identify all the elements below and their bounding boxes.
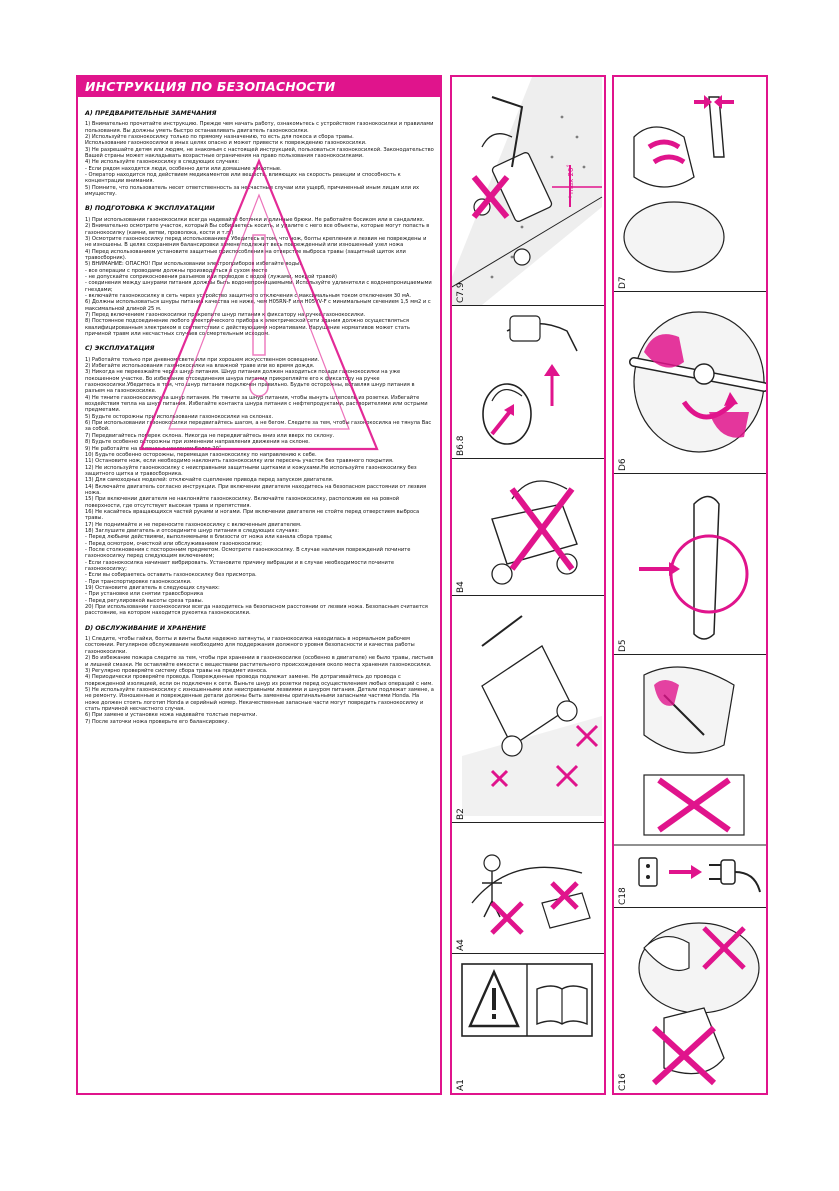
figure-d6 [614, 292, 766, 473]
figure-b2 [452, 596, 604, 822]
instruction-item: - При установке или снятии травосборника [85, 591, 204, 598]
instruction-item: 14) Включайте двигатель согласно инструкции. При включении двигателя находитесь на безопасном расстоянии от лезвия ножа. [85, 483, 427, 496]
figure-a4 [452, 823, 604, 953]
instruction-item: 4) Не тяните газонокосилку за шнур питания. Не тяните за шнур питания, чтобы вынуть штепсель из розетки. Избегайте воздействия тепла на шнур питания. Избегайте контакта шнура питания с нефтепродуктами, растворителями или острыми предметами. [85, 394, 428, 414]
instruction-item: - Если рядом находятся люди, особенно дети или домашние животные. [85, 165, 282, 172]
instruction-item: 2) Используйте газонокосилку только по прямому назначению, то есть для покоса и сбора травы. [85, 134, 354, 141]
blade-logo-illustration [614, 474, 766, 654]
instruction-item: 8) Будьте особенно осторожны при изменении направления движения на склоне. [85, 439, 310, 446]
figure-c7-9 [452, 77, 604, 305]
instruction-item: 7) После заточки ножа проверьте его балансировку. [85, 718, 230, 725]
instruction-item: 15) При включении двигателя не наклоняйте газонокосилку. Включайте газонокосилку, расположив ее на ровной поверхности, где отсутствует высокая трава и препятствия. [85, 496, 400, 509]
instruction-item: - Перед регулировкой высоты среза травы. [85, 597, 204, 604]
instruction-item: Использование газонокосилки в иных целях опасно и может привести к повреждению газонокосилки. [85, 140, 367, 147]
figure-b6-8 [452, 306, 604, 458]
blade-removal-illustration [614, 292, 766, 473]
instruction-item: 6) Должны использоваться шнуры питания качества не ниже, чем H05RN-F или H05VV-F с минимальным сечением 1,5 мм2 и с максимальной длиной 25 м. [85, 299, 431, 312]
figure-label: A4 [456, 939, 466, 951]
mower-slope-illustration [452, 77, 604, 305]
figure-c16 [614, 908, 766, 1093]
instruction-item: 6) При использовании газонокосилки передвигайтесь шагом, а не бегом. Следите за тем, чтобы газонокосилка не тянула Вас за собой. [85, 420, 432, 433]
instruction-item: - все операции с проводами должны производиться в сухом месте [85, 267, 268, 274]
instruction-body [78, 97, 440, 725]
figure-label: D5 [618, 639, 628, 652]
instruction-item: 16) Не касайтесь вращающихся частей руками и ногами. При включении двигателя не стойте перед отверстием выброса травы. [85, 508, 420, 522]
instruction-item: - Если вы собираетесь оставить газонокосилку без присмотра. [85, 572, 257, 579]
figure-label: D6 [618, 458, 628, 471]
instruction-item: 7) Перед включением газонокосилки прикрепите шнур питания к фиксатору на ручке газонокосилки. [85, 311, 366, 318]
plug-hand-illustration [452, 306, 604, 458]
instruction-item: 12) Не используйте газонокосилку с неисправными защитными щитками и кожухами.Не используйте газонокосилку без защитного щитка и травосборника. [85, 464, 417, 477]
figure-column-right [612, 75, 768, 1095]
instruction-item: 8) Постоянное подсоединение любого электрического прибора к электрической сети здания должно осуществляться квалифицированным электриком в соответствии с действующими нормативами. Нарушение нормативов может стать причиной травм или несчастных случаев со смертельным исходом. [85, 318, 410, 337]
instruction-item: - При транспортировке газонокосилки. [85, 578, 192, 585]
instruction-item: 11) Остановите нож, если необходимо наклонить газонокосилку или пересечь участок без травяного покрытия. [85, 458, 394, 465]
instruction-item: 13) Для самоходных моделей: отключайте сцепление привода перед запуском двигателя. [85, 477, 334, 484]
instruction-item: 3) Никогда не переезжайте через шнур питания. Шнур питания должен находиться позади газонокосилки на уже покошенном участке. Во избежание отсоединения шнура питания прикрепляйте его к фиксатору на ручке газонокосилки.Убедитесь в том, что шнур питания подключен правильно. Будьте осторожны, вставляя шнур питания в разъем на газонокосилке. [85, 369, 415, 395]
instruction-item: 20) При использовании газонокосилки всегда находитесь на безопасном расстоянии от лезвия ножа. Безопасным считается расстояние, на котором находится рукоятка газонокосилки. [85, 604, 428, 617]
instruction-item: 3) Регулярно проверяйте систему сбора травы на предмет износа. [85, 667, 268, 674]
instruction-item: - Перед осмотром, очисткой или обслуживанием газонокосилки; [85, 540, 262, 547]
instruction-item: - После столкновения с посторонним предметом. Осмотрите газонокосилку. В случае наличия повреждений почините газонокосилку перед следующим включением; [85, 547, 411, 560]
instruction-item: 9) Не работайте на склонах с наклоном более 20˚ [85, 445, 222, 452]
instruction-item: - Если газонокосилка начинает вибрировать. Установите причину вибрации и в случае необходимости почините газонокосилку; [85, 559, 395, 573]
figure-label: B6.8 [456, 435, 466, 456]
instruction-item: 4) Периодически проверяйте провода. Поврежденные провода подлежат замене. Не дотрагивайтесь до провода с поврежденной изоляцией, если он подключен к сети. Выньте шнур из розетки перед осуществлением любых операций с ним. [85, 674, 433, 687]
instruction-item: 5) Будьте осторожны при использовании газонокосилки на склонах. [85, 413, 274, 420]
figure-a1 [452, 954, 604, 1093]
instruction-item: 2) Во избежание пожара следите за тем, чтобы при хранении в газонокосилке (особенно в двигателе) не было травы, листьев и лишней смазки. Не оставляйте емкости с веществами растительного происхождения около места хранения газонокосилки. [85, 655, 434, 668]
instruction-item: 1) Следите, чтобы гайки, болты и винты были надежно затянуты, и газонокосилка находилась в нормальном рабочем состоянии. Регулярное обслуживание необходимо для поддержания должного уровня безопасности и качества работы газонокосилки. [85, 636, 415, 655]
unplug-before-service-illustration [614, 655, 766, 907]
figure-column-left [450, 75, 606, 1095]
warning-manual-illustration [452, 954, 604, 1093]
instruction-item: 3) Осмотрите газонокосилку перед использованием. Убедитесь в том, что нож, болты крепления и лезвия не повреждены и не изношены. В целях сохранения балансировки замене подлежит весь поврежденный или изношенный узел ножа [85, 235, 427, 249]
page-title: ИНСТРУКЦИЯ ПО БЕЗОПАСНОСТИ [78, 77, 440, 97]
instruction-item: 5) ВНИМАНИЕ: ОПАСНО! При использовании электроприборов избегайте воды! [85, 261, 302, 268]
figure-label: C16 [618, 1073, 628, 1091]
instruction-item: - соединения между шнурами питания должны быть водонепроницаемыми. Используйте удлинители с водонепроницаемыми гнездами; [85, 280, 432, 293]
mower-rain-illustration [452, 459, 604, 595]
figure-label: C18 [618, 887, 628, 905]
max-slope-label: max 20˚ [566, 164, 575, 194]
instruction-item: 1) При использовании газонокосилки всегда надевайте ботинки и длинные брюки. Не работайте босиком или в сандалиях. [85, 216, 425, 223]
instruction-item: - Перед любыми действиями, выполняемыми в близости от ножа или канала сбора травы; [85, 534, 333, 541]
instruction-item: 10) Будьте особенно осторожны, перемещая газонокосилку по направлению к себе. [85, 451, 317, 458]
instruction-item: 3) Не разрешайте детям или людям, не знакомым с настоящей инструкцией, пользоваться газонокосилкой. Законодательство Вашей страны может накладывать возрастные ограничения на право пользования газонокосилками. [85, 146, 434, 160]
instruction-item: 4) Не используйте газонокосилку в следующих случаях: [85, 159, 240, 166]
safety-text-panel [76, 75, 442, 1095]
children-pets-illustration [452, 823, 604, 953]
instruction-item: 4) Перед использованием установите защитные приспособления на отверстие выброса травы (защитный щиток или травосборник). [85, 248, 406, 261]
instruction-item: 5) Помните, что пользователь несет ответственность за несчастные случаи или ущерб, причиненный иным лицам или их имуществу. [85, 184, 419, 198]
blade-sharpening-illustration [614, 77, 766, 291]
figure-label: D7 [618, 276, 628, 289]
section-heading: B) ПОДГОТОВКА К ЭКСПЛУАТАЦИИ [85, 205, 215, 213]
instruction-item: 17) Не поднимайте и не переносите газонокосилку с включенным двигателем. [85, 521, 302, 528]
instruction-item: 1) Внимательно прочитайте инструкцию. Прежде чем начать работу, ознакомьтесь с устройством газонокосилки и правилами пользования. Вы должны уметь быстро останавливать двигатель газонокосилки. [85, 121, 434, 134]
instruction-item: 18) Заглушите двигатель и отсоедините шнур питания в следующих случаях: [85, 527, 300, 534]
instruction-item: - Оператор находится под действием медикаментов или веществ, влияющих на скорость реакции и способность к концентрации внимания. [85, 172, 401, 185]
figure-c18 [614, 655, 766, 907]
section-heading: C) ЭКСПЛУАТАЦИЯ [85, 345, 155, 353]
section-heading: D) ОБСЛУЖИВАНИЕ И ХРАНЕНИЕ [85, 624, 207, 632]
figure-label: C7.9 [456, 282, 466, 303]
instruction-item: 5) Не используйте газонокосилку с изношенными или неисправными лезвиями и шнуром питания. Детали подлежат замене, а не ремонту. Изношенные и поврежденные детали должны быть заменены оригинальными запасными частями Honda. На ноже должен стоять логотип Honda и серийный номер. Некачественные запасные части могут повредить газонокосилку и стать причиной несчастного случая. [85, 686, 434, 712]
figure-b4 [452, 459, 604, 595]
figure-d7 [614, 77, 766, 291]
instruction-item: 6) При замене и установке ножа надевайте толстые перчатки. [85, 712, 258, 719]
instruction-item: - не допускайте соприкосновения разъемов или проводов с водой (лужами, мокрой травой) [85, 273, 337, 280]
instruction-item: - включайте газонокосилку в сеть через устройство защитного отключения с максимальным током отключения 30 мА. [85, 292, 411, 299]
section-heading: A) ПРЕДВАРИТЕЛЬНЫЕ ЗАМЕЧАНИЯ [85, 110, 217, 117]
instruction-item: 19) Остановите двигатель в следующих случаях: [85, 585, 220, 592]
figure-label: A1 [456, 1079, 466, 1091]
figure-label: B2 [456, 808, 466, 820]
hands-feet-away-illustration [614, 908, 766, 1093]
figure-d5 [614, 474, 766, 654]
plug-icon [721, 860, 735, 884]
instruction-item: 2) Избегайте использования газонокосилки на влажной траве или во время дождя. [85, 363, 315, 370]
instruction-item: 7) Передвигайтесь поперек склона. Никогда не передвигайтесь вниз или вверх по склону. [85, 432, 335, 439]
figure-label: B4 [456, 581, 466, 593]
instruction-item: 2) Внимательно осмотрите участок, который Вы собираетесь косить, и удалите с него все объекты, которые могут попасть в газонокосилку (камни, ветви, проволока, кости и т.п.) [85, 223, 430, 236]
instruction-item: 1) Работайте только при дневном свете или при хорошем искусственном освещении. [85, 356, 320, 363]
mower-debris-illustration [452, 596, 604, 822]
socket-icon [639, 858, 657, 886]
